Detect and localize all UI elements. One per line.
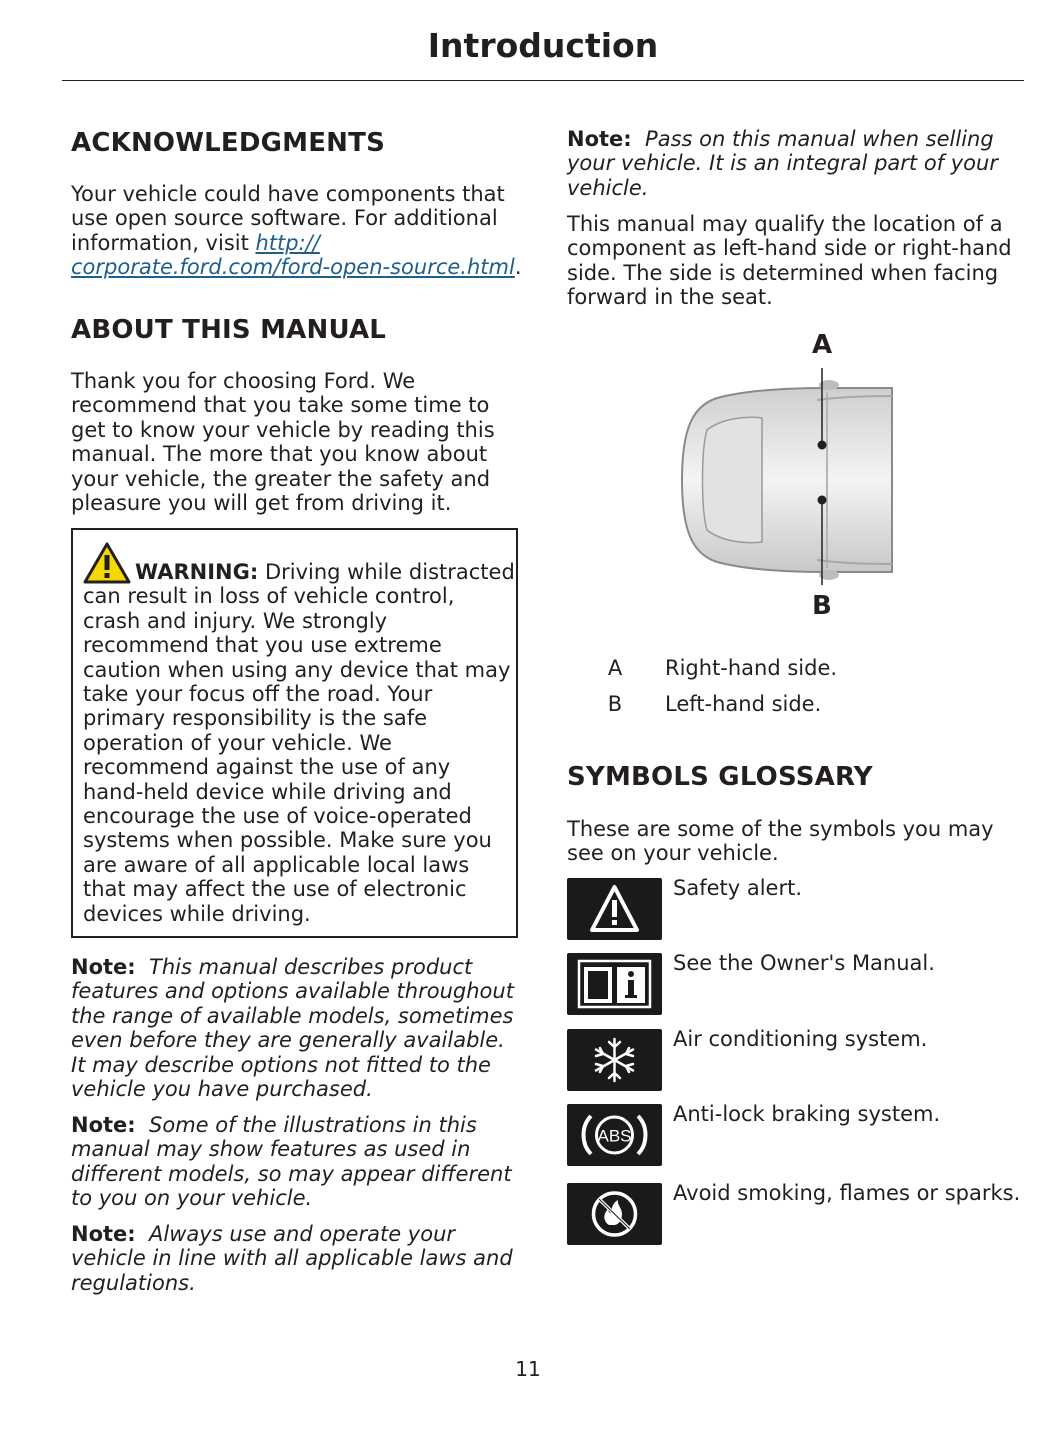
acknowledgments-heading: ACKNOWLEDGMENTS xyxy=(71,128,385,158)
about-paragraph: Thank you for choosing Ford. We recommend that you take some time to get to know your vehicle by reading this manual. The more that you know about your vehicle, the greater the safety and pleasure you will get from driving it. xyxy=(71,369,495,516)
acknowledgments-text: Your vehicle could have components that use open source software. For additional information, visit xyxy=(71,182,505,255)
symbol-label-no-smoking: Avoid smoking, flames or sparks. xyxy=(673,1181,1021,1205)
figure-label-a: A xyxy=(812,330,833,360)
note-illustrations: Note: Some of the illustrations in this manual may show features as used in different models, so may appear different to you on your vehicle. xyxy=(71,1113,512,1211)
legend-value: Right-hand side. xyxy=(665,656,838,680)
symbol-label-safety-alert: Safety alert. xyxy=(673,876,803,900)
note-product-features: Note: This manual describes product features and options available throughout the range of available models, sometimes even before they are generally available. It may describe options not fitted to the vehicle you have purchased. xyxy=(71,955,514,1102)
symbols-heading: SYMBOLS GLOSSARY xyxy=(567,762,873,792)
symbols-intro: These are some of the symbols you may see on your vehicle. xyxy=(567,817,994,866)
page-title: Introduction xyxy=(427,26,659,65)
owners-manual-icon xyxy=(567,953,662,1015)
note-laws: Note: Always use and operate your vehicle in line with all applicable laws and regulations. xyxy=(71,1222,513,1295)
legend-key: A xyxy=(607,656,623,680)
acknowledgments-paragraph: Your vehicle could have components that use open source software. For additional information, visit http:// corporate.ford.com/ford-open-source.html. xyxy=(71,182,522,280)
figure-label-b: B xyxy=(812,591,832,621)
car-side-figure xyxy=(677,330,902,625)
warning-text: WARNING: Driving while distracted can result in loss of vehicle control, crash and injury. We strongly recommend that you use extreme caution when using any device that may take your focus off the road. Your primary responsibility is the safe operation of your vehicle. We recommend against the use of any hand-held device while driving and encourage the use of voice-operated systems when possible. Make sure you are aware of all applicable local laws that may affect the use of electronic devices while driving. xyxy=(83,560,515,926)
note-pass-on-manual: Note: Pass on this manual when selling your vehicle. It is an integral part of your vehicle. xyxy=(567,127,998,200)
legend-key: B xyxy=(607,692,623,716)
title-divider xyxy=(62,80,1024,81)
no-smoking-flames-icon xyxy=(567,1183,662,1245)
symbol-label-air-conditioning: Air conditioning system. xyxy=(673,1027,928,1051)
safety-alert-icon xyxy=(567,878,662,940)
open-source-link[interactable]: http:// corporate.ford.com/ford-open-source.html xyxy=(71,230,515,280)
abs-icon-text: ABS xyxy=(597,1126,632,1146)
about-heading: ABOUT THIS MANUAL xyxy=(71,315,387,345)
abs-icon xyxy=(567,1104,662,1166)
warning-box xyxy=(71,528,518,938)
air-conditioning-icon xyxy=(567,1029,662,1091)
symbol-label-owners-manual: See the Owner's Manual. xyxy=(673,951,935,975)
page-number: 11 xyxy=(515,1357,541,1381)
side-paragraph: This manual may qualify the location of a component as left-hand side or right-hand side. The side is determined when facing forward in the seat. xyxy=(567,212,1012,310)
legend-value: Left-hand side. xyxy=(665,692,822,716)
warning-label: WARNING: xyxy=(135,560,259,584)
symbol-label-abs: Anti-lock braking system. xyxy=(673,1102,941,1126)
